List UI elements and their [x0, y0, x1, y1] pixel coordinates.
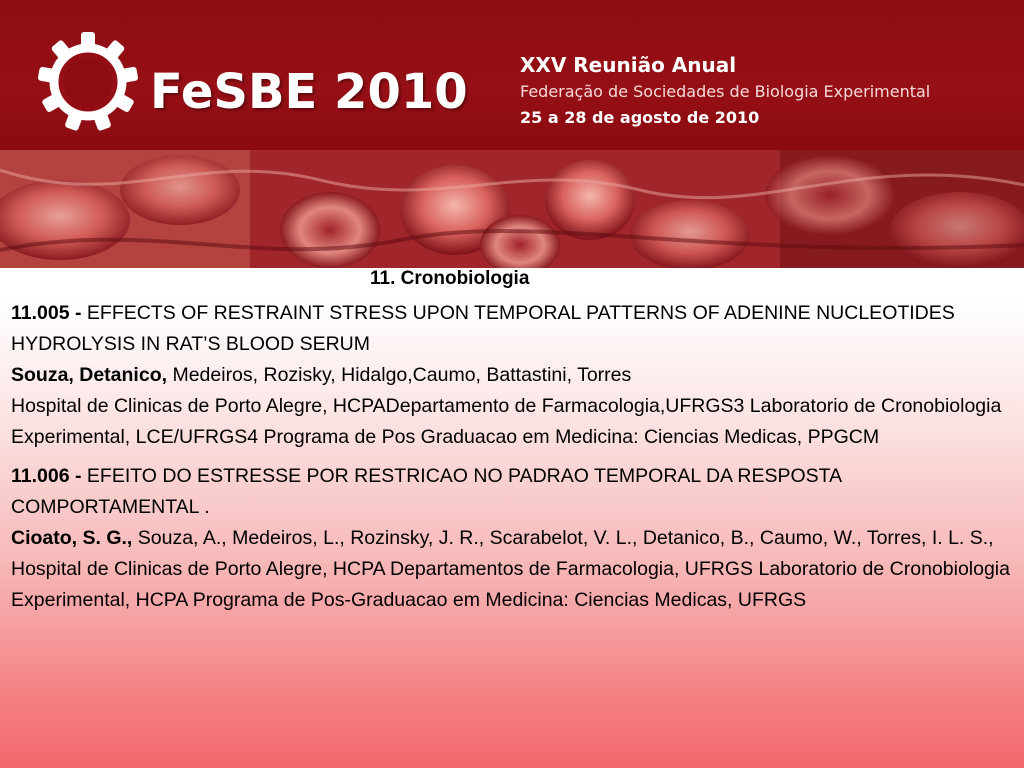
abstract-authors [11, 523, 1015, 616]
coauthors: Medeiros, Rozisky, Hidalgo,Caumo, Battastini, Torres [172, 364, 632, 386]
abstract-number: 11.006 - [11, 465, 82, 487]
presenting-authors: Cioato, S. G., [11, 527, 133, 549]
presenting-authors: Souza, Detanico, [11, 364, 168, 386]
header-banner [0, 0, 1024, 150]
meeting-title: XXV Reunião Anual [520, 53, 737, 77]
abstract-title: EFFECTS OF RESTRAINT STRESS UPON TEMPORAL PATTERNS OF ADENINE NUCLEOTIDES HYDROLYSIS IN RAT’S BLOOD SERUM [11, 302, 955, 355]
blood-cells-image [0, 150, 1024, 268]
blood-cells-illustration [0, 150, 1024, 268]
abstract-title-line [11, 461, 1015, 523]
abstract-11-006 [11, 461, 1015, 616]
coauthors: Souza, A., Medeiros, L., Rozinsky, J. R., Scarabelot, V. L., Detanico, B., Caumo, W., Torres, I. L. S., Hospital de Clinicas de Porto Alegre, HCPA Departamentos de Farmacologia, UFRGS Laboratorio de Cronobiologia Experimental, HCPA Programa de Pos-Graduacao em Medicina: Ciencias Medicas, UFRGS [11, 527, 1010, 611]
logo-text: FeSBE 2010 [150, 64, 468, 120]
meeting-dates: 25 a 28 de agosto de 2010 [520, 108, 760, 127]
abstract-11-005 [11, 298, 1015, 453]
abstracts-content [11, 268, 1015, 624]
meeting-subtitle: Federação de Sociedades de Biologia Experimental [520, 82, 931, 101]
abstract-affiliations: Hospital de Clinicas de Porto Alegre, HCPADepartamento de Farmacologia,UFRGS3 Laboratorio de Cronobiologia Experimental, LCE/UFRGS4 Programa de Pos Graduacao em Medicina: Ciencias Medicas, PPGCM [11, 395, 1002, 448]
section-title: 11. Cronobiologia [370, 268, 530, 289]
gear-logo-icon [36, 30, 141, 135]
abstract-authors [11, 360, 1015, 391]
abstract-title-line [11, 298, 1015, 360]
abstract-number: 11.005 - [11, 302, 82, 324]
abstract-title: EFEITO DO ESTRESSE POR RESTRICAO NO PADRAO TEMPORAL DA RESPOSTA COMPORTAMENTAL . [11, 465, 842, 518]
